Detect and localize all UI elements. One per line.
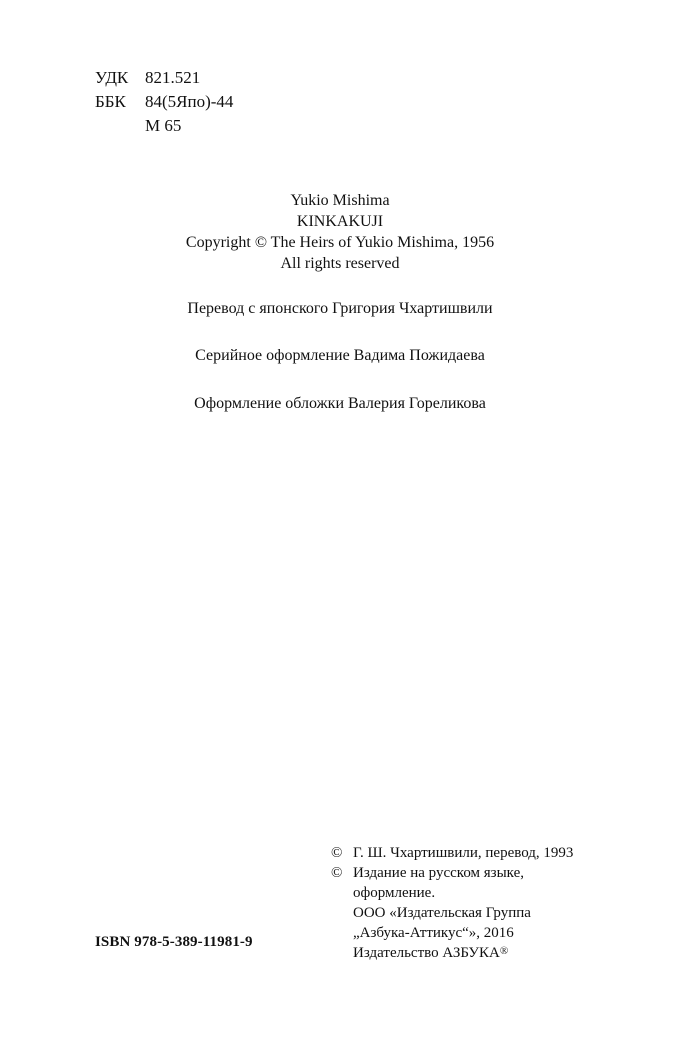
copyright-mark: ©: [331, 865, 343, 881]
original-rights: All rights reserved: [280, 255, 400, 272]
bbk-row: [95, 90, 233, 114]
publisher-name: Издательство АЗБУКА: [353, 945, 500, 961]
author-mark: М 65: [145, 116, 182, 135]
original-title: KINKAKUJI: [296, 213, 384, 230]
edition-line: „Азбука-Аттикус“», 2016: [353, 925, 514, 941]
publisher-line: [353, 943, 631, 963]
bbk-label: ББК: [95, 92, 126, 111]
translation-copyright-text: Г. Ш. Чхартишвили, перевод, 1993: [353, 845, 574, 861]
classification-block: [95, 66, 233, 138]
author-mark-row: [95, 114, 233, 138]
isbn: ISBN 978-5-389-11981-9: [95, 934, 253, 950]
edition-line: Издание на русском языке,: [353, 865, 524, 881]
translation-copyright: [331, 843, 631, 863]
edition-copyright: [331, 863, 631, 963]
original-edition-info: [0, 190, 680, 274]
original-author: Yukio Mishima: [290, 192, 390, 209]
original-copyright: Copyright © The Heirs of Yukio Mishima, 1956: [185, 234, 495, 251]
translator-credit: Перевод с японского Григория Чхартишвили: [187, 300, 493, 317]
copyright-block: [331, 843, 631, 963]
copyright-mark: ©: [331, 845, 343, 861]
bbk-value: 84(5Япо)-44: [145, 92, 234, 111]
edition-line: ООО «Издательская Группа: [353, 905, 531, 921]
udk-value: 821.521: [145, 68, 201, 87]
registered-trademark-icon: ®: [499, 945, 509, 957]
udk-row: [95, 66, 233, 90]
udk-label: УДК: [95, 68, 129, 87]
cover-design-credit: Оформление обложки Валерия Гореликова: [194, 395, 486, 412]
series-design-credit: Серийное оформление Вадима Пожидаева: [195, 347, 485, 364]
edition-line: оформление.: [353, 885, 436, 901]
